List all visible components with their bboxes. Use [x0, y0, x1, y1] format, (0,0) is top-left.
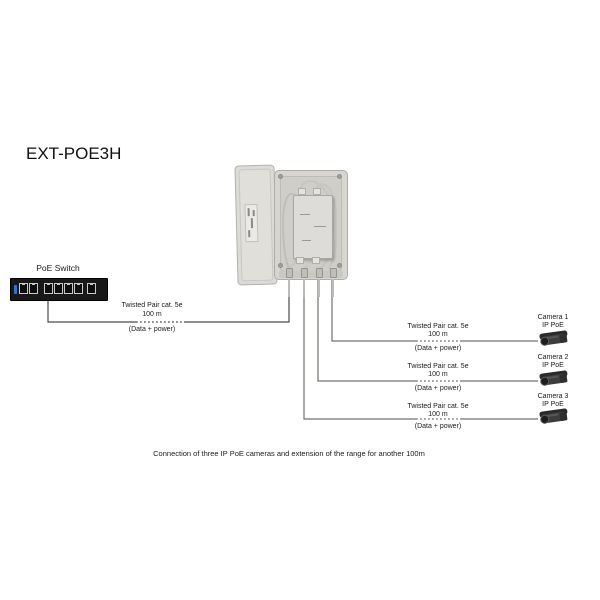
link2-length-label: 100 m: [428, 371, 448, 378]
rj45-port-icon: [87, 283, 96, 294]
junction-box-lid-graphic: [234, 164, 277, 285]
cable-gland-icon: [301, 268, 308, 278]
rj45-port-icon: [54, 283, 63, 294]
uplink-length-label: 100 m: [142, 311, 162, 318]
cable-gland-icon: [316, 268, 323, 278]
link3-length-label: 100 m: [428, 411, 448, 418]
rj45-jack-icon: [298, 188, 306, 195]
rj45-port-icon: [64, 283, 73, 294]
link2-cable-label: Twisted Pair cat. 5e: [407, 363, 469, 370]
rj45-port-icon: [44, 283, 53, 294]
rj45-port-icon: [29, 283, 38, 294]
rj45-port-icon: [74, 283, 83, 294]
camera3-icon: [537, 408, 571, 426]
cable-stub: [288, 279, 291, 297]
cable-stub: [332, 279, 335, 297]
lid-sticker: [244, 204, 258, 242]
poe-switch-graphic: [10, 278, 108, 301]
camera1-type-label: IP PoE: [542, 322, 564, 329]
rj45-jack-icon: [313, 188, 321, 195]
link3-cable-label: Twisted Pair cat. 5e: [407, 403, 469, 410]
camera1-icon: [537, 330, 571, 348]
camera3-type-label: IP PoE: [542, 401, 564, 408]
uplink-cable-label: Twisted Pair cat. 5e: [121, 302, 183, 309]
camera2-icon: [537, 370, 571, 388]
junction-box-graphic: [274, 170, 348, 280]
link1-note-label: (Data + power): [414, 345, 462, 352]
camera1-name-label: Camera 1: [537, 314, 569, 321]
poe-switch-label: PoE Switch: [36, 263, 80, 273]
cable-gland-icon: [286, 268, 293, 278]
cable-stub: [303, 279, 306, 297]
camera3-name-label: Camera 3: [537, 393, 569, 400]
poe-extender-module: [293, 195, 333, 259]
rj45-jack-icon: [296, 257, 304, 264]
cable-gland-icon: [330, 268, 337, 278]
camera2-type-label: IP PoE: [542, 362, 564, 369]
uplink-note-label: (Data + power): [128, 326, 176, 333]
link2-note-label: (Data + power): [414, 385, 462, 392]
link1-cable-label: Twisted Pair cat. 5e: [407, 323, 469, 330]
link3-note-label: (Data + power): [414, 423, 462, 430]
page-title: EXT-POE3H: [26, 144, 122, 163]
rj45-port-icon: [19, 283, 28, 294]
link1-length-label: 100 m: [428, 331, 448, 338]
cable-stub: [318, 279, 321, 297]
diagram-caption: Connection of three IP PoE cameras and extension of the range for another 100m: [153, 449, 425, 458]
rj45-jack-icon: [312, 257, 320, 264]
camera2-name-label: Camera 2: [537, 354, 569, 361]
switch-led-icon: [14, 285, 17, 294]
